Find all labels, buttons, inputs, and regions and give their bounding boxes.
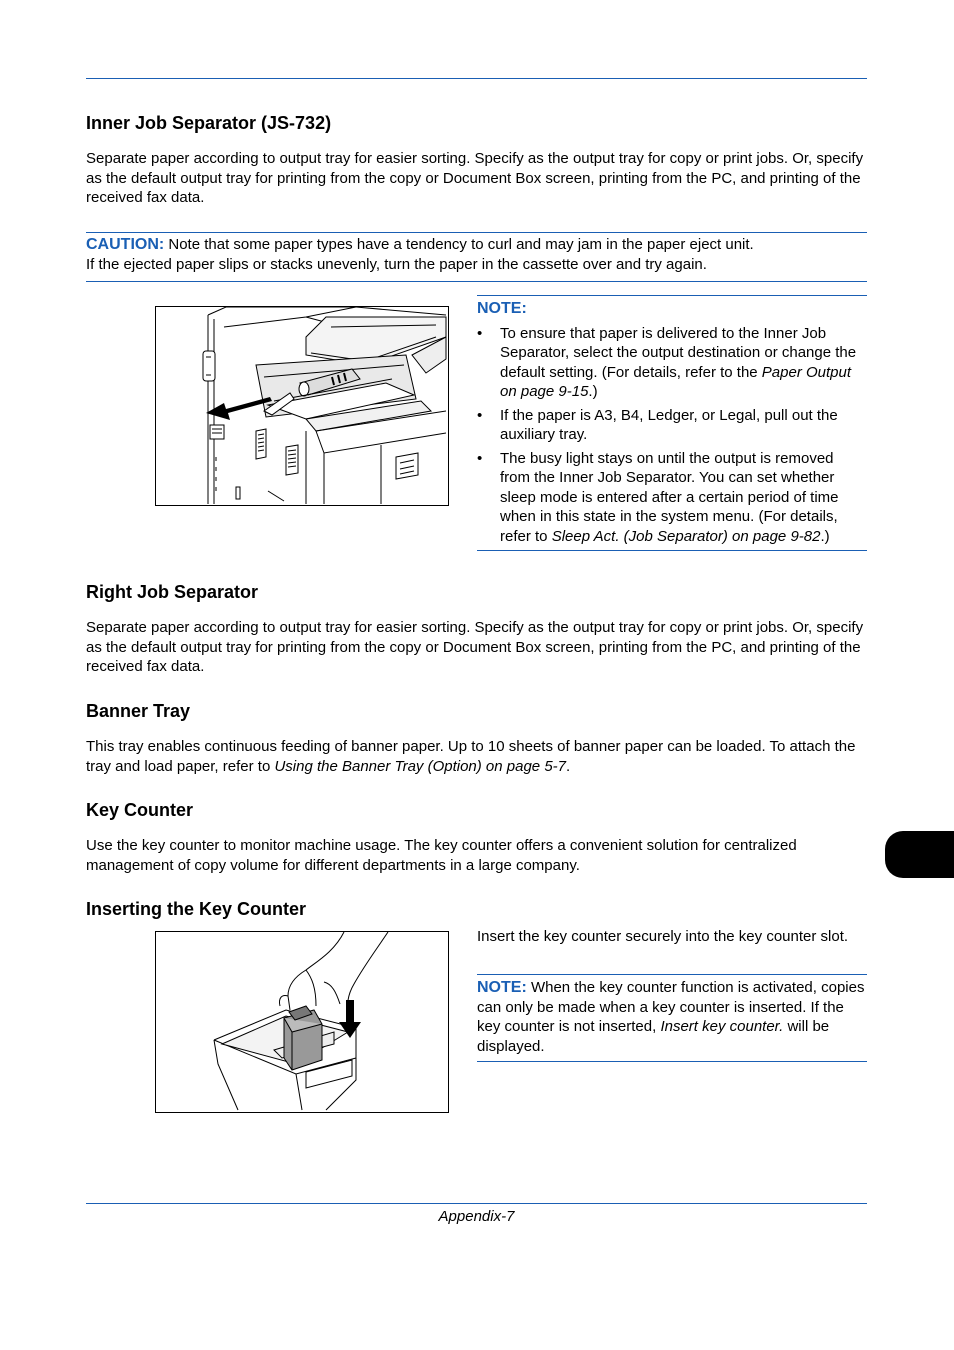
note-end: will be displayed.	[477, 1018, 830, 1055]
heading-inner-job-separator: Inner Job Separator (JS-732)	[86, 113, 332, 133]
inner-job-separator-text: Separate paper according to output tray for easier sorting. Specify as the output tray for copy or print jobs. Or, specify as the default output tray for printing from the copy or Document Box screen, printing from the PC, and printing of the received fax data.	[86, 150, 864, 206]
note-item-end: .)	[820, 527, 830, 545]
cross-reference: Sleep Act. (Job Separator) on page 9-82	[551, 527, 821, 545]
caution-label: CAUTION:	[86, 236, 165, 253]
key-counter-figure	[155, 931, 449, 1113]
bottom-rule	[86, 1203, 867, 1204]
caution-block	[86, 235, 867, 274]
key-counter-illustration	[156, 932, 447, 1111]
pull-arrow-icon	[206, 397, 272, 420]
caution-bottom-rule	[86, 281, 867, 282]
banner-tray-text	[86, 737, 867, 776]
heading-banner-tray: Banner Tray	[86, 701, 191, 721]
heading-right-job-separator: Right Job Separator	[86, 582, 259, 602]
printer-illustration	[156, 307, 447, 504]
note-label: NOTE:	[477, 300, 527, 317]
list-item	[477, 449, 867, 547]
note-text: When the key counter function is activated, copies can only be made when a key counter is inserted. If the key counter is not inserted,	[477, 979, 865, 1035]
key-counter-instruction: Insert the key counter securely into the key counter slot.	[477, 928, 849, 945]
note-item-text: To ensure that paper is delivered to the Inner Job Separator, select the output destination or change the default setting. (For details, refer to the	[500, 324, 857, 381]
note-inner-job-separator	[477, 295, 867, 551]
heading-key-counter: Key Counter	[86, 800, 194, 820]
page-number: Appendix-7	[438, 1208, 515, 1225]
inner-job-separator-figure	[155, 306, 449, 506]
list-item	[477, 406, 867, 445]
bullet-icon: •	[477, 449, 483, 467]
banner-tray-end: .	[566, 757, 571, 775]
banner-tray-body: This tray enables continuous feeding of banner paper. Up to 10 sheets of banner paper can be loaded. To attach the tray and load paper, refer to	[86, 738, 856, 775]
bullet-icon: •	[477, 324, 483, 342]
cross-reference: Paper Output on page 9-15	[500, 363, 852, 400]
caution-top-rule	[86, 232, 867, 233]
note-item-text: The busy light stays on until the output is removed from the Inner Job Separator. You can set whether sleep mode is entered after a certain period of time when in this state in the system menu. (For details, refer to	[500, 449, 839, 545]
top-rule	[86, 78, 867, 79]
note-item-text: If the paper is A3, B4, Ledger, or Legal, pull out the auxiliary tray.	[500, 406, 838, 443]
right-job-separator-text: Separate paper according to output tray for easier sorting. Specify as the output tray for copy or print jobs. Or, specify as the default output tray for printing from the copy or Document Box screen, printing from the PC, and printing of the received fax data.	[86, 619, 864, 675]
key-counter-text: Use the key counter to monitor machine usage. The key counter offers a convenient solution for centralized management of copy volume for different departments in a large company.	[86, 837, 797, 874]
bullet-icon: •	[477, 406, 483, 424]
chapter-tab	[885, 831, 954, 878]
caution-line2: If the ejected paper slips or stacks unevenly, turn the paper in the cassette over and try again.	[86, 255, 707, 273]
cross-reference: Insert key counter.	[660, 1018, 784, 1035]
caution-line1: Note that some paper types have a tendency to curl and may jam in the paper eject unit.	[164, 236, 754, 253]
cross-reference: Using the Banner Tray (Option) on page 5-7	[274, 757, 567, 775]
note-label: NOTE:	[477, 979, 527, 996]
list-item	[477, 324, 867, 402]
note-item-end: .)	[588, 383, 598, 400]
heading-inserting-key-counter: Inserting the Key Counter	[86, 899, 307, 919]
note-key-counter	[477, 974, 867, 1062]
note-list	[477, 324, 867, 547]
